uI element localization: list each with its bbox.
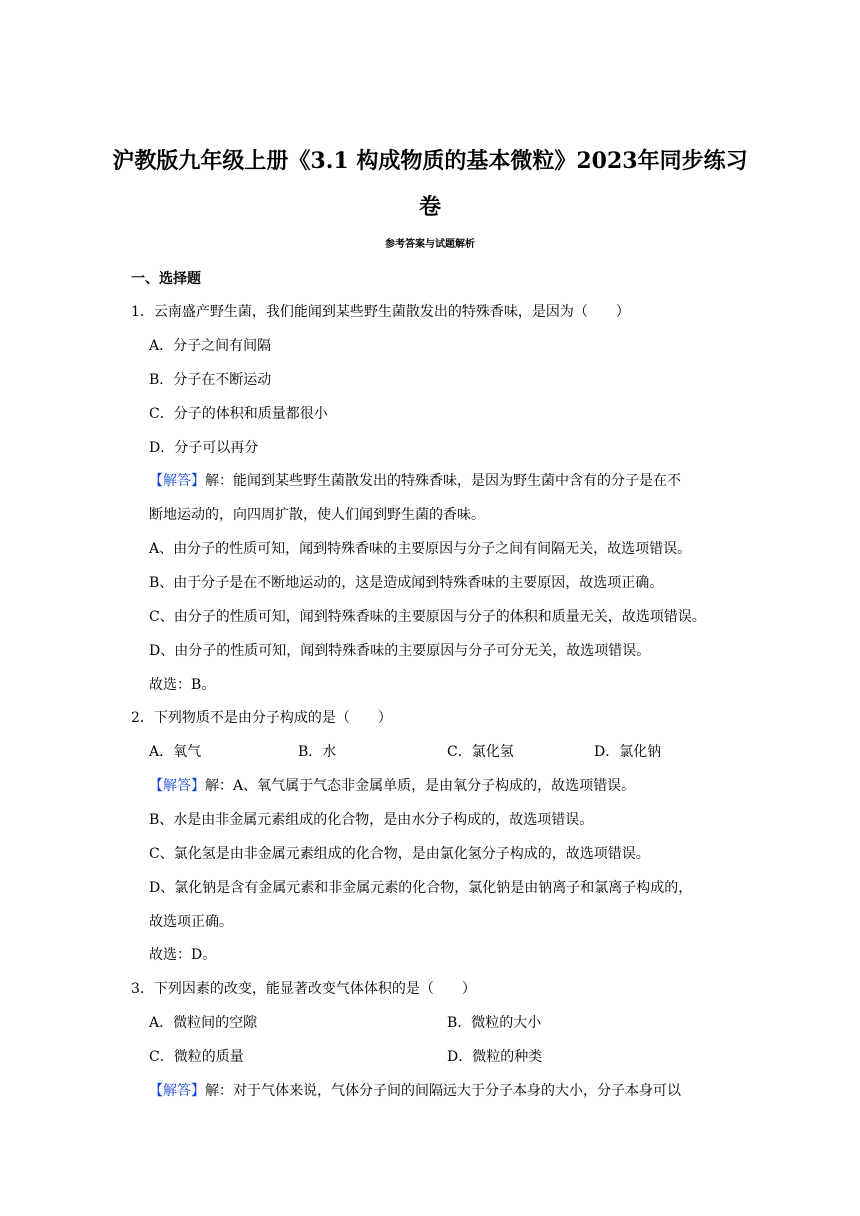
question-1-option-d: D．分子可以再分 xyxy=(149,440,259,456)
solution-text: 解：A、氧气属于气态非金属单质，是由氧分子构成的，故选项错误。 xyxy=(205,778,636,794)
question-3-solution-line-1 xyxy=(149,1082,681,1100)
question-1-final-choice: 故选：B。 xyxy=(149,677,216,693)
question-1-solution-line-1 xyxy=(149,472,681,490)
question-2-option-d: D．氯化钠 xyxy=(594,744,662,760)
question-2-solution-line-5: 故选项正确。 xyxy=(149,914,233,930)
question-2-solution-line-2: B、水是由非金属元素组成的化合物，是由水分子构成的，故选项错误。 xyxy=(149,812,594,828)
solution-text: 解：能闻到某些野生菌散发出的特殊香味，是因为野生菌中含有的分子是在不 xyxy=(205,473,681,489)
question-3-option-d: D．微粒的种类 xyxy=(447,1049,543,1065)
question-1-option-c: C．分子的体积和质量都很小 xyxy=(149,406,328,422)
question-3-option-c: C．微粒的质量 xyxy=(149,1049,244,1065)
document-title-line-1: 沪教版九年级上册《3.1 构成物质的基本微粒》2023年同步练习 xyxy=(112,148,748,174)
question-1-solution-line-6: D、由分子的性质可知，闻到特殊香味的主要原因与分子可分无关，故选项错误。 xyxy=(149,643,651,659)
answer-tag: 【解答】 xyxy=(149,1083,205,1099)
document-subtitle: 参考答案与试题解析 xyxy=(385,239,475,250)
question-2-option-a: A．氧气 xyxy=(149,744,202,760)
question-1-solution-line-4: B、由于分子是在不断地运动的，这是造成闻到特殊香味的主要原因，故选项正确。 xyxy=(149,575,664,591)
question-1-solution-line-2: 断地运动的，向四周扩散，使人们闻到野生菌的香味。 xyxy=(149,507,485,523)
question-2-stem: 2．下列物质不是由分子构成的是（ ） xyxy=(131,710,392,726)
question-3-stem: 3．下列因素的改变，能显著改变气体体积的是（ ） xyxy=(131,981,476,997)
answer-tag: 【解答】 xyxy=(149,778,205,794)
question-3-option-b: B．微粒的大小 xyxy=(447,1015,542,1031)
question-1-solution-line-5: C、由分子的性质可知，闻到特殊香味的主要原因与分子的体积和质量无关，故选项错误。 xyxy=(149,609,706,625)
answer-tag: 【解答】 xyxy=(149,473,205,489)
question-2-solution-line-4: D、氯化钠是含有金属元素和非金属元素的化合物，氯化钠是由钠离子和氯离子构成的， xyxy=(149,880,693,896)
question-1-stem: 1．云南盛产野生菌，我们能闻到某些野生菌散发出的特殊香味，是因为（ ） xyxy=(131,304,630,320)
question-2-option-c: C．氯化氢 xyxy=(447,744,514,760)
question-1-option-a: A．分子之间有间隔 xyxy=(149,338,272,354)
section-heading: 一、选择题 xyxy=(131,271,201,287)
question-2-final-choice: 故选：D。 xyxy=(149,947,217,963)
solution-text: 解：对于气体来说，气体分子间的间隔远大于分子本身的大小，分子本身可以 xyxy=(205,1083,681,1099)
question-2-solution-line-3: C、氯化氢是由非金属元素组成的化合物，是由氯化氢分子构成的，故选项错误。 xyxy=(149,846,650,862)
question-1-solution-line-3: A、由分子的性质可知，闻到特殊香味的主要原因与分子之间有间隔无关，故选项错误。 xyxy=(149,541,692,557)
document-title-line-2: 卷 xyxy=(418,194,441,220)
question-2-solution-line-1 xyxy=(149,777,635,795)
question-3-option-a: A．微粒间的空隙 xyxy=(149,1015,258,1031)
question-1-option-b: B．分子在不断运动 xyxy=(149,372,272,388)
question-2-option-b: B．水 xyxy=(298,744,337,760)
